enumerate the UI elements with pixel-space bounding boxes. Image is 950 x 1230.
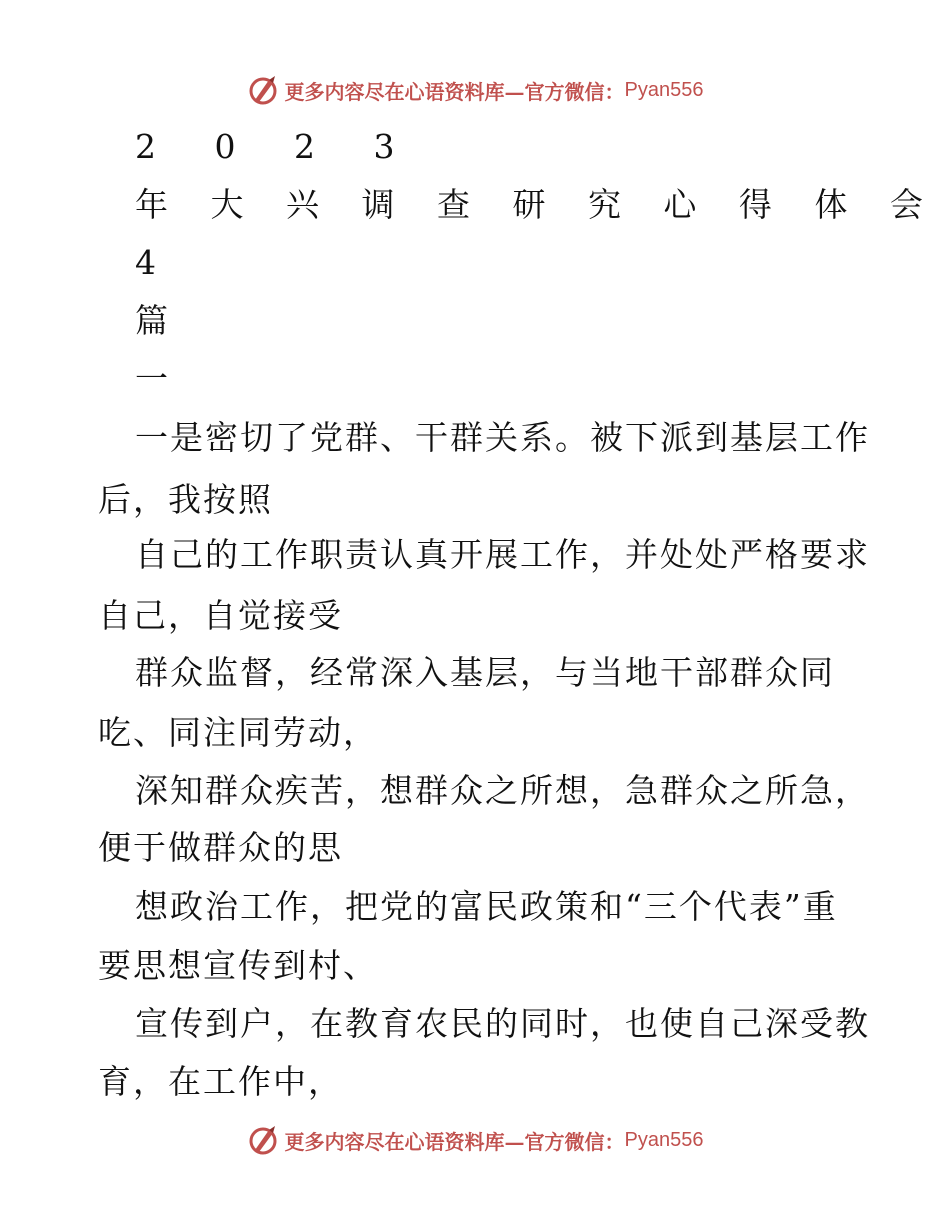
paragraph-line: 宣传到户，在教育农民的同时，也使自己深受教 [135, 1004, 870, 1043]
paragraph-line: 想政治工作，把党的富民政策和“三个代表”重 [135, 887, 838, 926]
header-watermark [0, 70, 950, 110]
quill-pen-circle-icon [247, 74, 279, 106]
paragraph-line: 一是密切了党群、干群关系。被下派到基层工作 [135, 418, 870, 457]
title-unit: 篇 [135, 301, 168, 340]
section-marker: 一 [135, 359, 168, 398]
title-main: 年 大 兴 调 查 研 究 心 得 体 会 [135, 185, 939, 224]
paragraph-line: 育，在工作中， [98, 1062, 343, 1101]
title-count: 4 [135, 243, 156, 282]
paragraph-line: 群众监督，经常深入基层，与当地干部群众同 [135, 653, 835, 692]
paragraph-line: 要思想宣传到村、 [98, 946, 378, 985]
paragraph-line: 便于做群众的思 [98, 828, 343, 867]
paragraph-line: 吃、同注同劳动， [98, 713, 378, 752]
watermark-wechat-id: Pyan556 [624, 78, 704, 101]
quill-pen-circle-icon [247, 1124, 279, 1156]
paragraph-line: 后，我按照 [98, 480, 273, 519]
title-year: 2 0 2 3 [135, 127, 419, 166]
watermark-wechat-id: Pyan556 [624, 1128, 704, 1151]
watermark-text: 更多内容尽在心语资料库—官方微信： [284, 1129, 625, 1154]
watermark-text: 更多内容尽在心语资料库—官方微信： [284, 79, 625, 104]
footer-watermark [0, 1120, 950, 1160]
paragraph-line: 深知群众疾苦，想群众之所想，急群众之所急， [135, 771, 870, 810]
paragraph-line: 自己的工作职责认真开展工作，并处处严格要求 [135, 535, 870, 574]
paragraph-line: 自己，自觉接受 [98, 596, 343, 635]
